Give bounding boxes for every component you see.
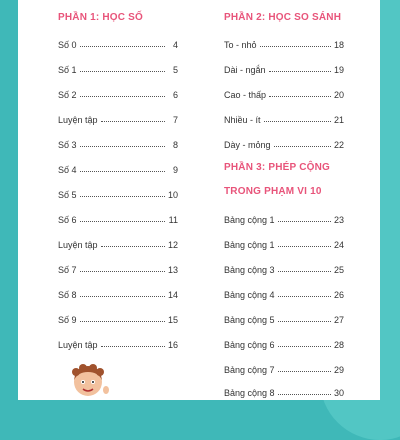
toc-entry-page: 19 [333, 65, 344, 75]
toc-entry-page: 26 [333, 290, 344, 300]
toc-entry[interactable] [58, 336, 178, 350]
toc-entry-label: Số 2 [58, 90, 77, 100]
toc-entry[interactable] [58, 236, 178, 250]
toc-entry-label: Luyện tập [58, 340, 98, 350]
toc-entry-label: To - nhỏ [224, 40, 257, 50]
leader-dots [80, 321, 165, 322]
toc-entry-page: 6 [172, 90, 178, 100]
leader-dots [278, 371, 331, 372]
toc-entry[interactable] [224, 136, 344, 150]
toc-entry-label: Nhiều - ít [224, 115, 261, 125]
toc-entry[interactable] [224, 61, 344, 75]
toc-entry-label: Bảng cộng 3 [224, 265, 275, 275]
toc-entry-label: Luyện tập [58, 115, 98, 125]
toc-entry-label: Bảng cộng 4 [224, 290, 275, 300]
toc-entry[interactable] [224, 384, 344, 398]
leader-dots [101, 246, 165, 247]
leader-dots [101, 346, 165, 347]
toc-entry[interactable] [224, 86, 344, 100]
toc-entry-page: 28 [333, 340, 344, 350]
toc-entry-label: Số 0 [58, 40, 77, 50]
toc-entry[interactable] [224, 36, 344, 50]
leader-dots [80, 71, 165, 72]
toc-entry-label: Số 5 [58, 190, 77, 200]
toc-entry-label: Luyện tập [58, 240, 98, 250]
leader-dots [80, 296, 165, 297]
toc-entry-page: 9 [172, 165, 178, 175]
toc-entry-page: 29 [333, 365, 344, 375]
section-title-part3: PHẦN 3: PHÉP CỘNG [224, 162, 331, 173]
toc-entry-label: Bảng cộng 1 [224, 240, 275, 250]
table-of-contents-page [18, 0, 380, 400]
toc-entry-page: 27 [333, 315, 344, 325]
leader-dots [80, 171, 165, 172]
leader-dots [278, 394, 331, 395]
toc-entry-page: 7 [172, 115, 178, 125]
toc-entry[interactable] [224, 211, 344, 225]
toc-entry-page: 30 [333, 388, 344, 398]
toc-entry-label: Số 3 [58, 140, 77, 150]
leader-dots [80, 271, 165, 272]
toc-entry-page: 24 [333, 240, 344, 250]
toc-entry[interactable] [58, 111, 178, 125]
toc-entry-label: Số 9 [58, 315, 77, 325]
toc-entry-page: 12 [167, 240, 178, 250]
leader-dots [80, 196, 165, 197]
toc-entry[interactable] [58, 186, 178, 200]
leader-dots [278, 271, 331, 272]
toc-entry[interactable] [224, 261, 344, 275]
toc-entry-label: Dài - ngắn [224, 65, 266, 75]
toc-entry[interactable] [224, 361, 344, 375]
toc-entry[interactable] [224, 236, 344, 250]
toc-entry-page: 21 [333, 115, 344, 125]
toc-entry-label: Bảng cộng 7 [224, 365, 275, 375]
toc-entry[interactable] [58, 311, 178, 325]
toc-entry-label: Số 6 [58, 215, 77, 225]
leader-dots [80, 146, 165, 147]
toc-entry-page: 8 [172, 140, 178, 150]
leader-dots [264, 121, 331, 122]
toc-entry[interactable] [224, 111, 344, 125]
toc-entry-label: Số 4 [58, 165, 77, 175]
leader-dots [269, 96, 331, 97]
toc-entry-label: Bảng cộng 5 [224, 315, 275, 325]
section-title-part1: PHẦN 1: HỌC SỐ [58, 12, 144, 23]
toc-entry-page: 20 [333, 90, 344, 100]
leader-dots [278, 346, 331, 347]
toc-entry[interactable] [224, 286, 344, 300]
leader-dots [80, 46, 165, 47]
toc-entry-label: Số 7 [58, 265, 77, 275]
leader-dots [278, 321, 331, 322]
toc-entry[interactable] [58, 261, 178, 275]
toc-entry-label: Số 1 [58, 65, 77, 75]
leader-dots [278, 221, 331, 222]
toc-entry-page: 14 [167, 290, 178, 300]
toc-entry-label: Bảng cộng 6 [224, 340, 275, 350]
leader-dots [278, 296, 331, 297]
toc-entry-page: 18 [333, 40, 344, 50]
section-title-part2: PHẦN 2: HỌC SO SÁNH [224, 12, 342, 23]
toc-entry-page: 5 [172, 65, 178, 75]
toc-entry[interactable] [58, 136, 178, 150]
leader-dots [278, 246, 331, 247]
toc-entry-page: 10 [167, 190, 178, 200]
toc-entry-label: Số 8 [58, 290, 77, 300]
child-illustration [66, 360, 110, 400]
toc-entry[interactable] [224, 311, 344, 325]
toc-entry-page: 4 [172, 40, 178, 50]
leader-dots [269, 71, 331, 72]
toc-entry[interactable] [224, 336, 344, 350]
toc-entry-page: 16 [167, 340, 178, 350]
toc-entry-page: 25 [333, 265, 344, 275]
toc-entry-page: 13 [167, 265, 178, 275]
toc-entry-label: Cao - thấp [224, 90, 267, 100]
toc-entry-page: 22 [333, 140, 344, 150]
leader-dots [80, 96, 165, 97]
leader-dots [80, 221, 165, 222]
leader-dots [260, 46, 331, 47]
toc-entry[interactable] [58, 211, 178, 225]
toc-entry-page: 15 [167, 315, 178, 325]
toc-entry-label: Dày - mỏng [224, 140, 271, 150]
leader-dots [101, 121, 165, 122]
leader-dots [274, 146, 331, 147]
section-title-part3-subtitle: TRONG PHẠM VI 10 [224, 186, 322, 197]
toc-entry-page: 23 [333, 215, 344, 225]
toc-entry-label: Bảng cộng 1 [224, 215, 275, 225]
toc-entry[interactable] [58, 161, 178, 175]
toc-entry[interactable] [58, 61, 178, 75]
toc-entry[interactable] [58, 286, 178, 300]
toc-entry-page: 11 [168, 215, 178, 225]
toc-entry[interactable] [58, 36, 178, 50]
toc-entry-label: Bảng cộng 8 [224, 388, 275, 398]
toc-entry[interactable] [58, 86, 178, 100]
